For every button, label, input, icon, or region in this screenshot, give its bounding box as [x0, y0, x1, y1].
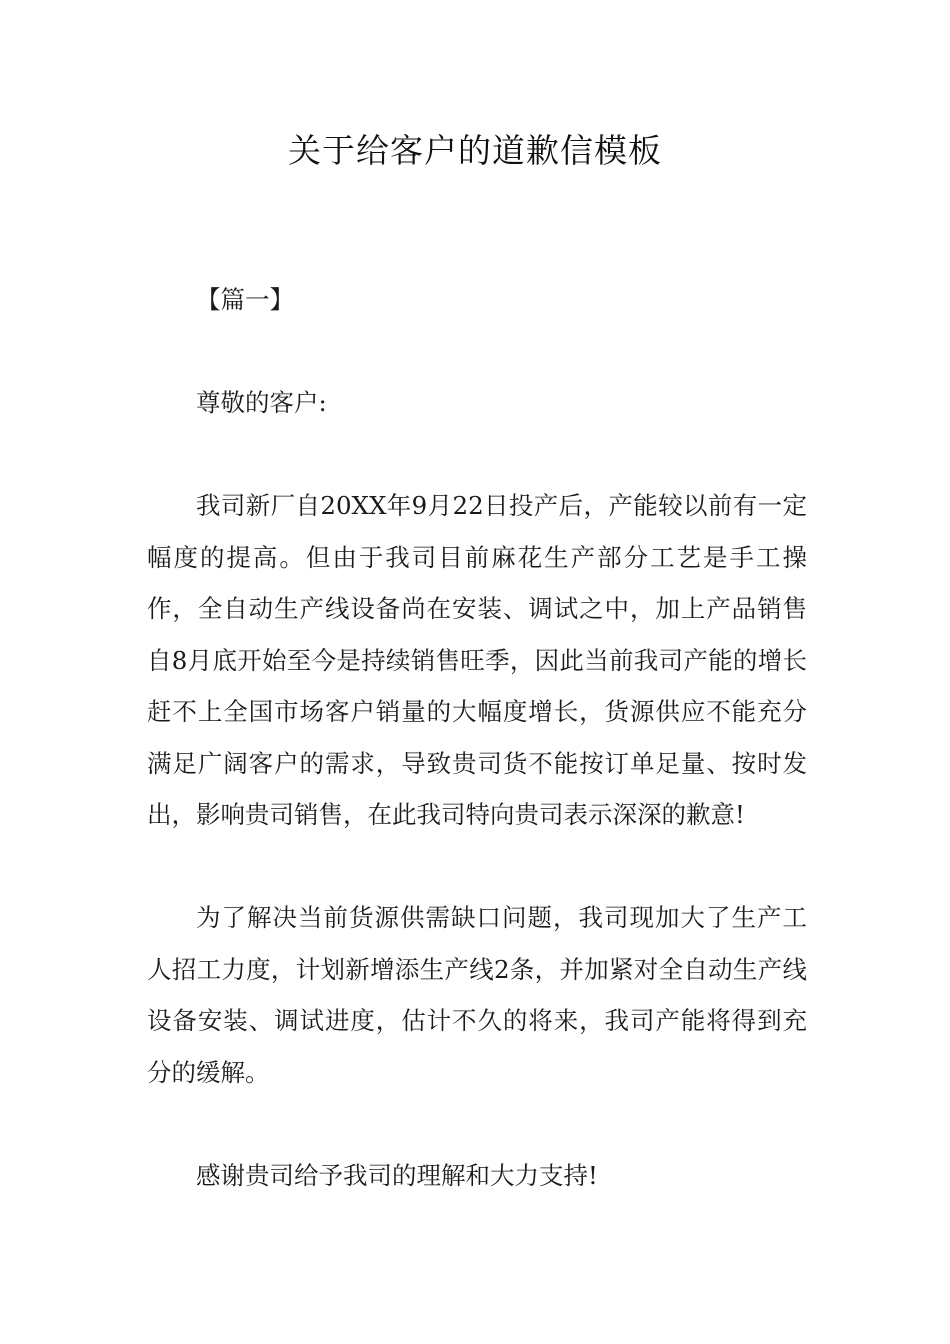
- section-label: 【篇一】: [196, 285, 294, 314]
- document-body: [147, 274, 807, 1201]
- document-title: 关于给客户的道歉信模板: [288, 131, 662, 170]
- paragraph-apology: 我司新厂自20XX年9月22日投产后，产能较以前有一定幅度的提高。但由于我司目前麻花生产部分工艺是手工操作，全自动生产线设备尚在安装、调试之中，加上产品销售自8月底开始至今是持续销售旺季，因此当前我司产能的增长赶不上全国市场客户销量的大幅度增长，货源供应不能充分满足广阔客户的需求，导致贵司货不能按订单足量、按时发出，影响贵司销售，在此我司特向贵司表示深深的歉意!: [147, 491, 807, 829]
- salutation: 尊敬的客户:: [196, 388, 327, 417]
- paragraph-solution: 为了解决当前货源供需缺口问题，我司现加大了生产工人招工力度，计划新增添生产线2条，并加紧对全自动生产线设备安装、调试进度，估计不久的将来，我司产能将得到充分的缓解。: [147, 903, 807, 1087]
- paragraph-thanks: 感谢贵司给予我司的理解和大力支持!: [196, 1160, 598, 1190]
